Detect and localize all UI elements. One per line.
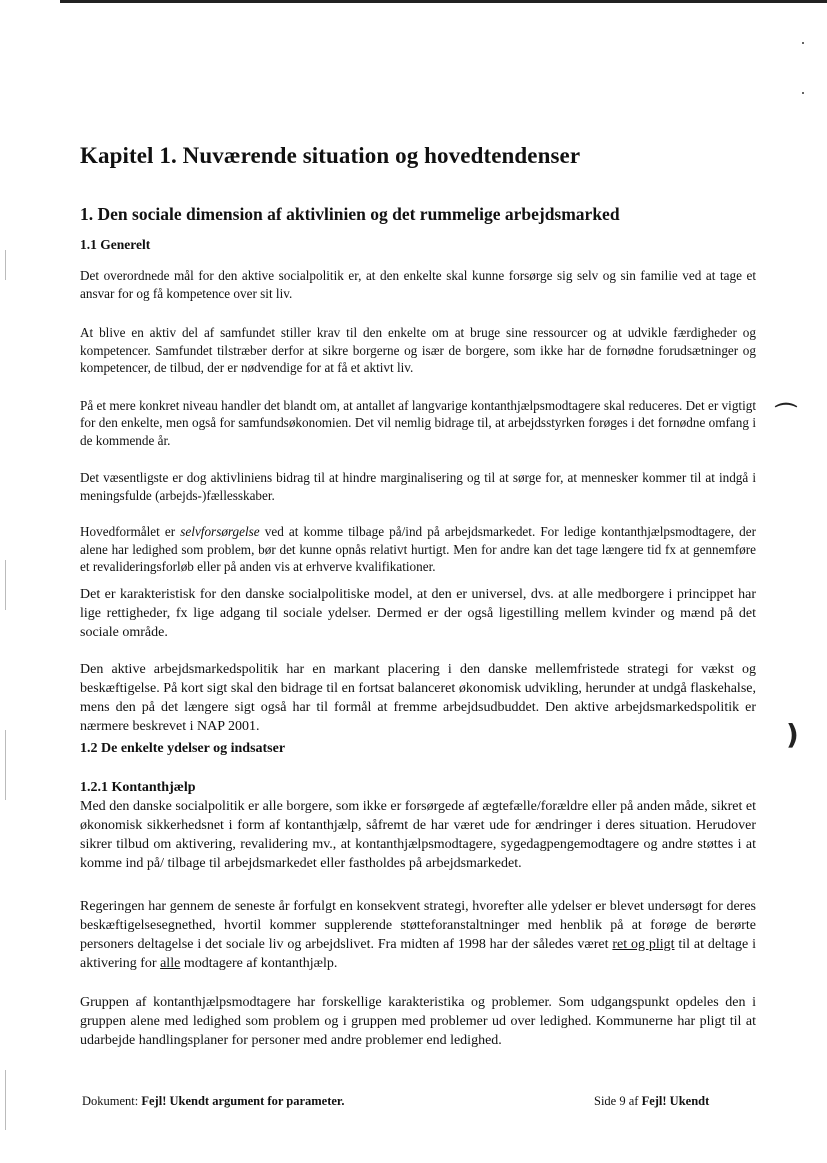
scan-edge-mark <box>5 560 6 610</box>
paragraph-5-end: ved at komme tilbage på/ind på arbejdsmarkedet. For ledige kontanthjælpsmodtagere, der alene har ledighed som problem, bør det kunne opnås relativt hurtigt. Men for andre kan det tage længere tid fx at gennemføre et revalideringsforløb eller på anden vis at erhverve kvalifikationer. <box>80 524 756 574</box>
margin-arc-mark: ⌒ <box>775 403 798 428</box>
footer-document-value: Fejl! Ukendt argument for parameter. <box>141 1094 345 1108</box>
paragraph-5-emphasis: selvforsørgelse <box>180 524 260 539</box>
margin-bracket-mark: ) <box>786 718 799 751</box>
scan-speck <box>802 42 804 44</box>
footer-document-label: Dokument: <box>82 1094 142 1108</box>
document-body <box>80 143 756 1066</box>
subsection-title-ydelser: 1.2 De enkelte ydelser og indsatser <box>80 740 286 756</box>
paragraph-5 <box>80 523 756 576</box>
footer-page-info <box>594 1093 709 1110</box>
subsection-title-generelt: 1.1 Generelt <box>80 237 151 252</box>
paragraph-9-end: modtagere af kontanthjælp. <box>180 955 338 971</box>
footer-document-info <box>82 1093 412 1110</box>
paragraph-5-start: Hovedformålet er <box>80 524 181 539</box>
scan-edge-mark <box>5 730 6 800</box>
paragraph-3: På et mere konkret niveau handler det blandt om, at antallet af langvarige kontanthjælpsmodtagere skal reduceres. Det er vigtigt for den enkelte, men også for samfundsøkonomien. Det vil nemlig bidrage til, at arbejdsstyrken forøges i det fornødne omfang i de kommende år. <box>80 397 756 448</box>
paragraph-8: Med den danske socialpolitik er alle borgere, som ikke er forsørgede af ægtefælle/forældre eller på anden måde, sikret et økonomisk sikkerhedsnet i form af kontanthjælp, såfremt de har været ude for ændringer i deres situation. Herudover sikrer tilbud om aktivering, revalidering mv., at kontanthjælpsmodtagere, sygedagpengemodtagere og andre støttes i at komme ind på/ tilbage til arbejdsmarkedet eller fastholdes på arbejdsmarkedet. <box>80 798 756 871</box>
paragraph-4: Det væsentligste er dog aktivliniens bidrag til at hindre marginalisering og til at sørge for, at mennesker kommer til at indgå i meningsfulde (arbejds-)fællesskaber. <box>80 470 756 503</box>
paragraph-6: Det er karakteristisk for den danske socialpolitiske model, at den er universel, dvs. at alle medborgere i princippet har lige rettigheder, fx lige adgang til sociale ydelser. Dermed er der også ligestilling mellem kvinder og mænd på det sociale område. <box>80 586 756 640</box>
scan-edge-mark <box>5 250 6 280</box>
paragraph-9-start: Regeringen har gennem de seneste år forfulgt en konsekvent strategi, hvorefter alle ydelser er blevet undersøgt for deres beskæftigelsesegnethed, hvortil kommer supplerende støtteforanstaltninger med henblik på at forøge de berørte personers deltagelse i det sociale liv og arbejdslivet. Fra midten af 1998 har der således været <box>80 898 756 952</box>
paragraph-2: At blive en aktiv del af samfundet stiller krav til den enkelte om at bruge sine ressourcer og at udvikle færdigheder og kompetencer. Samfundet tilstræber derfor at sikre borgerne og især de borgere, som ikke har de fornødne forudsætninger og kompetencer, de tilbud, der er nødvendige for at få et aktivt liv. <box>80 325 756 375</box>
paragraph-7: Den aktive arbejdsmarkedspolitik har en markant placering i den danske mellemfristede strategi for vækst og beskæftigelse. På kort sigt skal den bidrage til en fortsat balanceret økonomisk udvikling, herunder at undgå flaskehalse, mens den på det længere sigt også har til formål at fremme arbejdsudbuddet. Den aktive arbejdsmarkedspolitik er nærmere beskrevet i NAP 2001. <box>80 661 756 734</box>
paragraph-9-underline-1: ret og pligt <box>612 936 675 952</box>
paragraph-9 <box>80 897 756 973</box>
paragraph-10: Gruppen af kontanthjælpsmodtagere har forskellige karakteristika og problemer. Som udgangspunkt opdeles den i gruppen alene med ledighed som problem og i gruppen med problemer ud over ledighed. Kommunerne har pligt til at udarbejde handlingsplaner for personer med andre problemer end ledighed. <box>80 994 756 1048</box>
scan-edge-mark <box>5 1070 6 1130</box>
scan-speck <box>802 92 804 94</box>
section-title: 1. Den sociale dimension af aktivlinien og det rummelige arbejdsmarked <box>80 204 620 224</box>
paragraph-1: Det overordnede mål for den aktive socialpolitik er, at den enkelte skal kunne forsørge sig selv og sin familie ved at tage et ansvar for og få kompetence over sit liv. <box>80 268 756 301</box>
paragraph-9-underline-2: alle <box>160 955 181 971</box>
paragraph-9-middle: til at deltage i aktivering for <box>80 936 756 971</box>
scan-top-border <box>60 0 827 3</box>
footer-page-label: Side 9 af <box>594 1094 642 1108</box>
chapter-heading: Kapitel 1. Nuværende situation og hovedtendenser <box>80 143 581 168</box>
footer-page-value: Fejl! Ukendt <box>641 1094 710 1108</box>
subsection-title-kontanthjaelp: 1.2.1 Kontanthjælp <box>80 779 196 795</box>
